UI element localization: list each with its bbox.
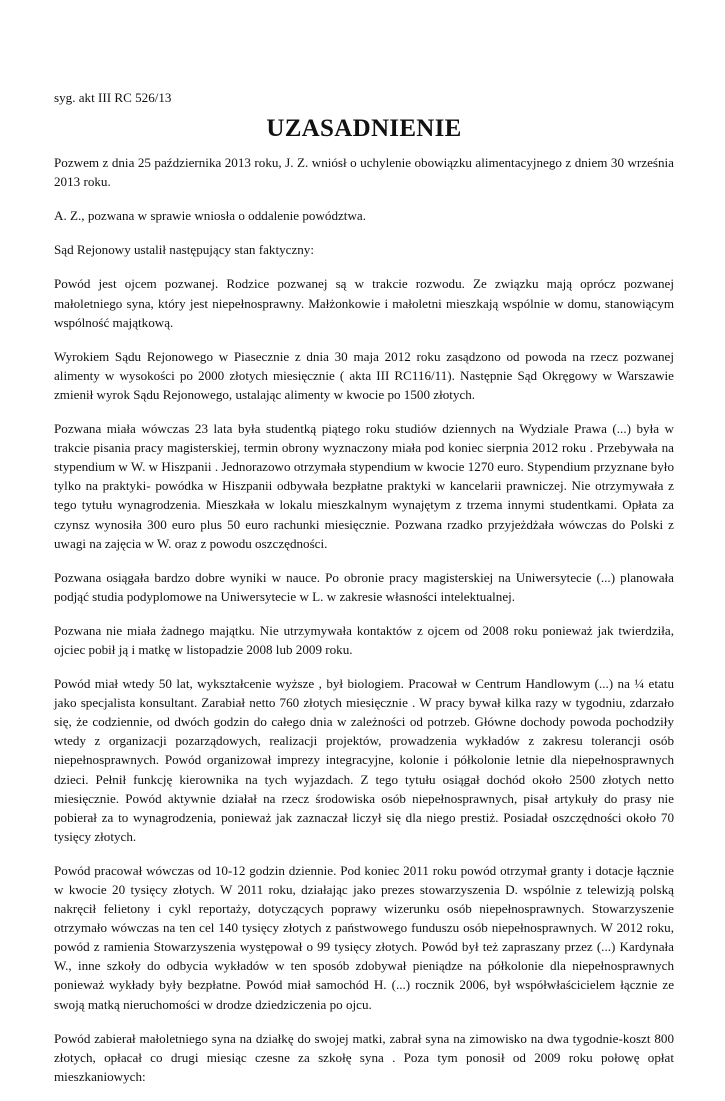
paragraph-defendant-assets: Pozwana nie miała żadnego majątku. Nie utrzymywała kontaktów z ojcem od 2008 roku ponieważ jak twierdziła, ojciec pobił ją i matkę w listopadzie 2008 lub 2009 roku. (54, 622, 674, 657)
paragraph-defendant-results: Pozwana osiągała bardzo dobre wyniki w nauce. Po obronie pracy magisterskiej na Uniwersytecie (...) planowała podjąć studia podyplomowe na Uniwersytecie w L. w zakresie własności intelektualnej. (54, 569, 674, 604)
case-reference: syg. akt III RC 526/13 (54, 90, 172, 105)
document-page (54, 88, 674, 1101)
paragraph-plaintiff-income: Powód miał wtedy 50 lat, wykształcenie wyższe , był biologiem. Pracował w Centrum Handlowym (...) na ¼ etatu jako specjalista konsultant. Zarabiał netto 760 złotych miesięcznie . W pracy bywał kilka razy w tygodniu, zdarzało się, że codziennie, od dwóch godzin do całego dnia w zależności od potrzeb. Główne dochody powoda pochodziły wtedy z organizacji pozarządowych, realizacji projektów, prowadzenia wykładów z zakresu tolerancji osób niepełnosprawnych. Powód organizował imprezy integracyjne, kolonie i półkolonie letnie dla niepełnosprawnych dzieci. Pełnił funkcję kierownika na tych wyjazdach. Z tego tytułu osiągał dochód około 2500 złotych netto miesięcznie. Powód aktywnie działał na rzecz środowiska osób niepełnosprawnych, pisał artykuły do prasy nie pobierał za to wynagrodzenia, ponieważ jak zaznaczał liczył się dla niego prestiż. Posiadał oszczędności około 70 tysięcy złotych. (54, 676, 674, 844)
paragraph-plaintiff-activities: Powód pracował wówczas od 10-12 godzin dziennie. Pod koniec 2011 roku powód otrzymał granty i dotacje łącznie w kwocie 20 tysięcy złotych. W 2011 roku, działając jako prezes stowarzyszenia D. wspólnie z telewizją polską nakręcił felietony i cykl reportaży, dotyczących poprawy wizerunku osób niepełnosprawnych. Stowarzyszenie otrzymało wówczas na ten cel 140 tysięcy złotych z państwowego funduszu osób niepełnosprawnych. W 2012 roku, powód z ramienia Stowarzyszenia występował o 99 tysięcy złotych. Powód był też zapraszany przez (...) Kardynała W., inne szkoły do odbycia wykładów w ten sposób zdobywał pieniądze na półkolonie dla niepełnosprawnych ponieważ wykłady były bezpłatne. Powód miał samochód H. (...) rocznik 2006, był współwłaścicielem łącznie ze swoją matką nieruchomości w drodze dziedziczenia po ojcu. (54, 862, 674, 1012)
paragraph-defendant-response: A. Z., pozwana w sprawie wniosła o oddalenie powództwa. (54, 208, 366, 224)
paragraph-prior-judgment: Wyrokiem Sądu Rejonowego w Piasecznie z dnia 30 maja 2012 roku zasądzono od powoda na rzecz pozwanej alimenty w wysokości po 2000 złotych miesięcznie ( akta III RC116/11). Następnie Sąd Okręgowy w Warszawie zmienił wyrok Sądu Rejonowego, ustalając alimenty w kwocie po 1500 złotych. (54, 348, 674, 402)
paragraph-findings-intro: Sąd Rejonowy ustalił następujący stan faktyczny: (54, 242, 314, 258)
document-title: UZASADNIENIE (266, 115, 462, 143)
paragraph-defendant-studies: Pozwana miała wówczas 23 lata była studentką piątego roku studiów dziennych na Wydziale Prawa (...) była w trakcie pisania pracy magisterskiej, termin obrony wyznaczony miała pod koniec sierpnia 2012 roku . Przebywała na stypendium w W. w Hiszpanii . Jednorazowo otrzymała stypendium w kwocie 1270 euro. Stypendium przyznane było tylko na praktyki- powódka w Hiszpanii odbywała bezpłatne praktyki w kancelarii prawniczej. Nie otrzymywała z tego tytułu wynagrodzenia. Mieszkała w lokalu mieszkalnym wynajętym z trzema innymi studentkami. Opłata za czynsz wynosiła 300 euro plus 50 euro rachunki miesięcznie. Pozwana rzadko przyjeżdżała wówczas do Polski z uwagi na zajęcia w W. oraz z powodu oszczędności. (54, 421, 674, 551)
paragraph-family-situation: Powód jest ojcem pozwanej. Rodzice pozwanej są w trakcie rozwodu. Ze związku mają oprócz pozwanej małoletniego syna, który jest niepełnosprawny. Małżonkowie i małoletni mieszkają wspólnie w domu, stanowiącym wspólność majątkową. (54, 276, 674, 330)
paragraph-claim: Pozwem z dnia 25 października 2013 roku, J. Z. wniósł o uchylenie obowiązku alimentacyjnego z dniem 30 września 2013 roku. (54, 155, 674, 190)
paragraph-plaintiff-son: Powód zabierał małoletniego syna na działkę do swojej matki, zabrał syna na zimowisko na dwa tygodnie-koszt 800 złotych, opłacał co drugi miesiąc czesne za szkołę syna . Poza tym ponosił od 2009 roku połowę opłat mieszkaniowych: (54, 1030, 674, 1084)
